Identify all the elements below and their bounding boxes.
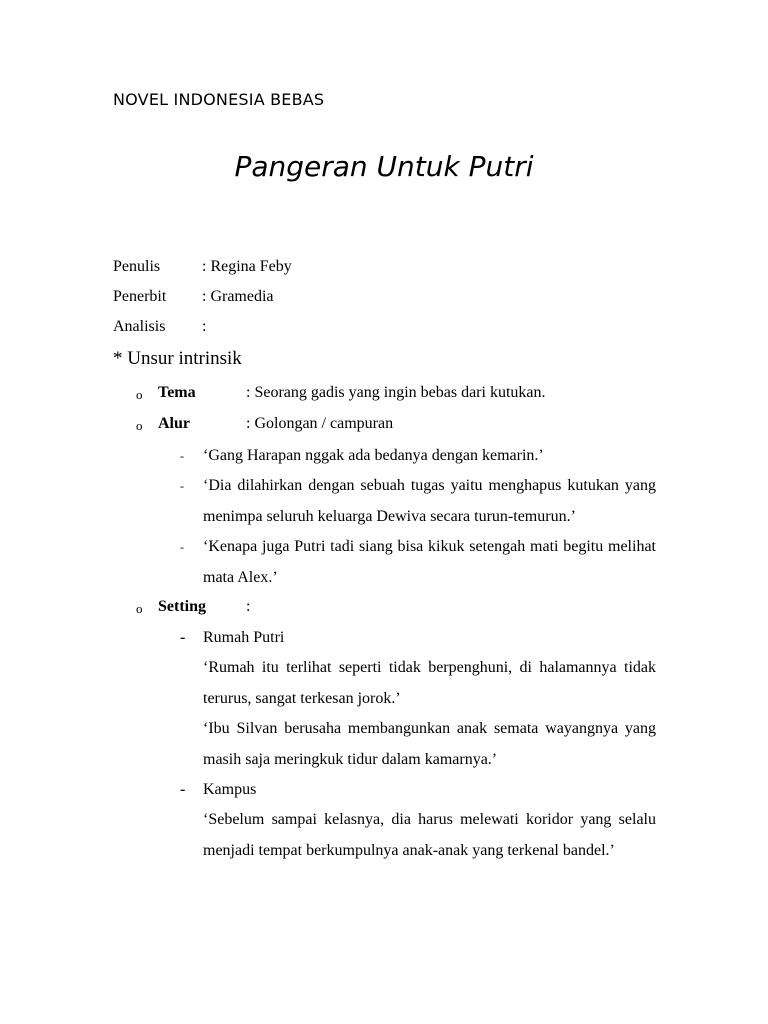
meta-value-penulis: : Regina Feby [202,258,292,275]
page-title: Pangeran Untuk Putri [234,150,534,183]
dash-icon: - [180,629,186,646]
tema-label: Tema [158,384,196,401]
dash-icon: - [180,479,184,493]
document-header: NOVEL INDONESIA BEBAS [113,90,325,109]
setting-quote: ‘Ibu Silvan berusaha membangunkan anak semata wayangnya yang masih saja meringkuk tidur dalam kamarnya.’ [203,720,656,768]
setting-quote: ‘Sebelum sampai kelasnya, dia harus melewati koridor yang selalu menjadi tempat berkumpulnya anak-anak yang terkenal bandel.’ [203,811,656,859]
meta-label-penulis: Penulis [113,258,161,275]
unsur-intrinsik-heading: * Unsur intrinsik [113,348,242,369]
meta-value-penerbit: : Gramedia [202,288,274,305]
bullet-icon: o [136,601,143,616]
dash-icon: - [180,540,184,554]
bullet-icon: o [136,387,143,402]
alur-quote: ‘Gang Harapan nggak ada bedanya dengan kemarin.’ [203,447,544,464]
setting-place-name: Kampus [203,781,257,798]
meta-label-analisis: Analisis [113,318,166,335]
bullet-icon: o [136,418,143,433]
setting-place-name: Rumah Putri [203,629,285,646]
alur-quote: ‘Dia dilahirkan dengan sebuah tugas yaitu menghapus kutukan yang menimpa seluruh keluarga Dewiva secara turun-temurun.’ [203,477,656,525]
tema-value: : Seorang gadis yang ingin bebas dari kutukan. [246,384,546,401]
dash-icon: - [180,781,186,798]
setting-quote: ‘Rumah itu terlihat seperti tidak berpenghuni, di halamannya tidak terurus, sangat terkesan jorok.’ [203,659,656,707]
alur-quote: ‘Kenapa juga Putri tadi siang bisa kikuk setengah mati begitu melihat mata Alex.’ [203,538,656,586]
setting-value: : [246,598,251,615]
alur-label: Alur [158,415,190,432]
meta-label-penerbit: Penerbit [113,288,167,305]
dash-icon: - [180,449,184,463]
meta-value-analisis: : [202,318,207,335]
alur-value: : Golongan / campuran [246,415,394,432]
setting-label: Setting [158,598,206,615]
